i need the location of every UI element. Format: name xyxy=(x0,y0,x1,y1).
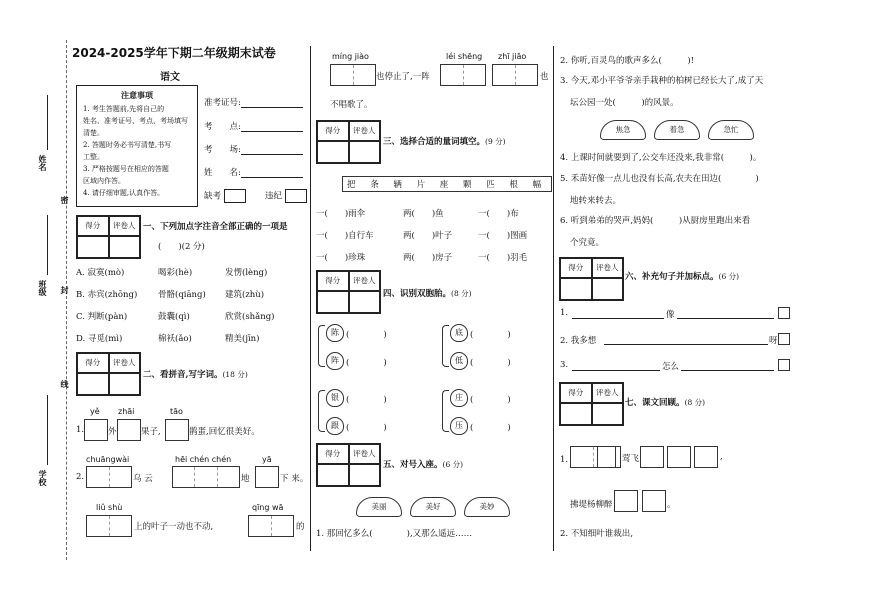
notice-line: 1. 考生答题前,先将自己的 xyxy=(83,105,165,113)
q7-text: 拂堤杨柳醉 xyxy=(570,500,613,510)
notice-line: 清楚。 xyxy=(83,129,104,137)
section-title-q5 xyxy=(383,458,463,470)
q5-sentence: 1. 那回忆多么( ),又那么遥远…… xyxy=(316,529,473,539)
notice-line: 区域内作答。 xyxy=(83,177,125,185)
notice-box xyxy=(76,85,198,207)
apple-icon: 银 xyxy=(326,389,344,407)
q5-sentence: 2. 你听,百灵鸟的歌声多么( )! xyxy=(560,56,695,66)
score-label: 得分 xyxy=(317,271,349,291)
q1-option: D. 寻觅(mì) xyxy=(76,334,123,344)
margin-school-label: 学校 xyxy=(38,470,48,486)
section-points: (8 分) xyxy=(684,398,706,407)
pair-brace xyxy=(318,325,325,367)
grader-label: 评卷人 xyxy=(109,353,141,373)
field-label: 姓 名: xyxy=(204,168,241,178)
q3-item: 一( )羽毛 xyxy=(478,253,528,263)
fan-word-card: 美妙 xyxy=(464,497,510,517)
q1-option: B. 赤宾(zhōng) xyxy=(76,290,138,300)
pinyin: zhī jiāo xyxy=(498,52,527,61)
q3-item: 两( )叶子 xyxy=(403,231,453,241)
score-label: 得分 xyxy=(560,258,592,278)
q2-text: 乌 云 xyxy=(133,474,153,484)
q1-option: 骨骼(qiāng) xyxy=(158,290,206,300)
writing-grid[interactable] xyxy=(640,446,664,468)
margin-class-label: 班级 xyxy=(38,280,48,296)
writing-grid[interactable] xyxy=(492,64,538,86)
notice-line: 工整。 xyxy=(83,153,104,161)
field-student-name[interactable] xyxy=(204,166,303,178)
notice-title: 注意事项 xyxy=(121,90,153,100)
pinyin: zhāi xyxy=(118,407,135,416)
section-title-q2 xyxy=(143,368,248,380)
writing-grid[interactable] xyxy=(86,515,132,537)
apple-icon: 跟 xyxy=(326,417,344,435)
margin-school-line xyxy=(47,395,48,465)
punctuation-box[interactable] xyxy=(778,307,790,319)
writing-grid[interactable] xyxy=(248,515,294,537)
grader-label: 评卷人 xyxy=(349,121,381,141)
field-label: 准考证号: xyxy=(204,98,241,108)
score-label: 得分 xyxy=(317,121,349,141)
q3-item: 两( )鱼 xyxy=(403,209,444,219)
section-title-text: 七、课文回顾。 xyxy=(625,398,685,408)
pinyin: qīng wā xyxy=(252,503,284,512)
grader-label: 评卷人 xyxy=(349,444,381,464)
pinyin: hēi chén chén xyxy=(175,455,232,464)
q7-text: 。 xyxy=(667,500,676,510)
field-violation[interactable] xyxy=(265,189,307,203)
q1-option: 喝彩(hè) xyxy=(158,268,193,278)
fan-word-card: 美丽 xyxy=(356,497,402,517)
writing-grid[interactable] xyxy=(165,419,189,441)
column-divider-1 xyxy=(310,46,311,551)
margin-class-line xyxy=(47,215,48,275)
section-title-text: 五、对号入座。 xyxy=(383,460,443,470)
q7-text: 莺飞 xyxy=(622,454,640,464)
field-absent[interactable] xyxy=(204,189,246,203)
writing-grid[interactable] xyxy=(255,466,279,488)
writing-grid[interactable] xyxy=(86,466,132,488)
score-box-q7 xyxy=(559,382,624,426)
section-points: (6 分) xyxy=(718,272,740,281)
q2-text: 下 来。 xyxy=(280,474,309,484)
fan-word-card: 美好 xyxy=(410,497,456,517)
pinyin: tāo xyxy=(170,407,183,416)
field-label: 考 场: xyxy=(204,145,241,155)
binding-line xyxy=(66,40,67,560)
q4-blank: ( ) xyxy=(470,395,511,405)
q2-text: 的 xyxy=(296,522,305,532)
fan-word-card: 着急 xyxy=(654,120,700,140)
q3-item: 一( )珍珠 xyxy=(316,253,366,263)
q6-text: 像 xyxy=(666,310,675,320)
q1-option: 鼓囊(qì) xyxy=(158,312,190,322)
pinyin: liǔ shù xyxy=(96,503,123,512)
exam-title: 2024-2025学年下期二年级期末试卷 xyxy=(72,46,276,60)
pinyin: léi shēng xyxy=(446,52,483,61)
writing-grid[interactable] xyxy=(117,419,141,441)
apple-icon: 庄 xyxy=(450,389,468,407)
section-points: (18 分) xyxy=(222,370,248,379)
q1-option: 发愣(lèng) xyxy=(225,268,268,278)
apple-icon: 底 xyxy=(450,324,468,342)
q2-text: 上的叶子一动也不动, xyxy=(134,522,214,532)
section-title-text: 四、识别双胞胎。 xyxy=(383,289,452,299)
q7-text: , xyxy=(720,452,723,462)
q1-option: 精美(jīn) xyxy=(225,334,260,344)
q6-text: 1. xyxy=(560,308,569,318)
grader-label: 评卷人 xyxy=(109,216,141,236)
q2-text: 果子, xyxy=(141,427,161,437)
violation-checkbox[interactable] xyxy=(285,189,307,203)
margin-xian: 线 xyxy=(60,380,70,388)
score-box-q5 xyxy=(316,443,381,487)
word-bank: 把 条 辆 片 座 颗 匹 根 幅 xyxy=(342,176,552,192)
col2-text: 也 xyxy=(540,72,549,82)
pinyin: míng jiào xyxy=(332,52,369,61)
margin-feng: 封 xyxy=(60,286,70,294)
q6-text: 怎么 xyxy=(662,362,680,372)
q1-option: C. 判断(pàn) xyxy=(76,312,128,322)
section-title-q1: 一、下列加点字注音全部正确的一项是 xyxy=(143,222,288,232)
field-exam-site[interactable] xyxy=(204,120,303,132)
q2-text: 地 xyxy=(241,474,250,484)
score-label: 得分 xyxy=(317,444,349,464)
writing-grid[interactable] xyxy=(694,446,718,468)
q1-option: 欣赏(shǎng) xyxy=(225,312,275,322)
fan-word-card: 焦急 xyxy=(600,120,646,140)
q2-text: 外 xyxy=(108,427,117,437)
writing-grid[interactable] xyxy=(667,446,691,468)
q3-item: 两( )房子 xyxy=(403,253,453,263)
pair-brace xyxy=(442,325,449,367)
q1-option: A. 寂寞(mò) xyxy=(76,268,125,278)
q5-sentence: 个究竟。 xyxy=(570,238,605,248)
section-title-text: 二、看拼音,写字词。 xyxy=(143,370,223,380)
q4-blank: ( ) xyxy=(346,358,387,368)
q3-item: 一( )图画 xyxy=(478,231,528,241)
field-exam-room[interactable] xyxy=(204,143,303,155)
q7-text: 2. 不知细叶谁裁出, xyxy=(560,529,634,539)
writing-grid[interactable] xyxy=(642,490,666,512)
q4-blank: ( ) xyxy=(346,395,387,405)
q5-sentence: 坛公园一处( )的风景。 xyxy=(570,98,679,108)
q3-item: 一( )自行车 xyxy=(316,231,374,241)
writing-grid[interactable] xyxy=(597,446,621,468)
apple-icon: 低 xyxy=(450,352,468,370)
margin-mi: 密 xyxy=(60,196,70,204)
pair-brace xyxy=(318,390,325,432)
notice-line: 2. 答题时务必书写清楚,书写 xyxy=(83,141,172,149)
section-title-q3 xyxy=(383,135,506,147)
q3-item: 一( )布 xyxy=(478,209,519,219)
apple-icon: 陈 xyxy=(326,324,344,342)
q1-option: 建筑(zhù) xyxy=(225,290,265,300)
q5-sentence: 地转来转去。 xyxy=(570,196,622,206)
q4-blank: ( ) xyxy=(470,423,511,433)
exam-subject: 语文 xyxy=(160,72,180,83)
pair-brace xyxy=(442,390,449,432)
fan-word-card: 急忙 xyxy=(708,120,754,140)
q6-text: 呀 xyxy=(769,336,778,346)
section-title-text: 三、选择合适的量词填空。 xyxy=(383,137,486,147)
q7-text: 1. xyxy=(560,455,569,465)
section-title-text: 六、补充句子并加标点。 xyxy=(625,272,719,282)
q5-sentence: 3. 今天,邓小平爷爷亲手栽种的柏树已经长大了,成了天 xyxy=(560,76,764,86)
score-box-q3 xyxy=(316,120,381,164)
grader-label: 评卷人 xyxy=(349,271,381,291)
q4-blank: ( ) xyxy=(470,358,511,368)
column-divider-2 xyxy=(553,46,554,551)
section-title-q7 xyxy=(625,396,705,408)
section-title-q4 xyxy=(383,287,472,299)
section-points: (9 分) xyxy=(485,137,506,146)
field-label: 考 点: xyxy=(204,122,241,132)
notice-line: 4. 请仔细审题,认真作答。 xyxy=(83,189,165,197)
q4-blank: ( ) xyxy=(346,423,387,433)
field-label: 缺考 xyxy=(204,191,222,202)
q1-answer: ( )(2 分) xyxy=(158,242,205,252)
grader-label: 评卷人 xyxy=(592,258,624,278)
col2-text: 不唱歌了。 xyxy=(330,100,373,110)
pinyin: yā xyxy=(262,455,272,464)
field-label: 违纪 xyxy=(265,191,283,202)
col2-text: 也停止了,一阵 xyxy=(376,72,430,82)
q5-sentence: 6. 听到弟弟的哭声,妈妈( )从厨房里跑出来看 xyxy=(560,216,751,226)
absent-checkbox[interactable] xyxy=(224,189,246,203)
pinyin: yě xyxy=(90,407,100,416)
writing-grid[interactable] xyxy=(172,466,240,488)
writing-grid[interactable] xyxy=(84,419,108,441)
score-box-q1 xyxy=(76,215,141,259)
q1-option: 棉袄(ǎo) xyxy=(158,334,192,344)
score-box-q2 xyxy=(76,352,141,396)
q3-item: 一( )雨伞 xyxy=(316,209,366,219)
q5-sentence: 4. 上课时间就要到了,公交车还没来,我非常( )。 xyxy=(560,153,762,163)
q2-text: 鹊蛋,回忆很美好。 xyxy=(189,427,260,437)
section-title-q6 xyxy=(625,270,739,282)
notice-line: 3. 严格按题号在相应的答题 xyxy=(83,165,169,173)
q2-text: 1. xyxy=(76,425,85,435)
score-label: 得分 xyxy=(77,216,109,236)
writing-grid[interactable] xyxy=(330,64,376,86)
apple-icon: 阵 xyxy=(326,352,344,370)
punctuation-box[interactable] xyxy=(778,333,790,345)
field-admission-number[interactable] xyxy=(204,96,303,108)
margin-name-label: 姓名 xyxy=(38,155,48,171)
q4-blank: ( ) xyxy=(470,330,511,340)
writing-grid[interactable] xyxy=(614,490,638,512)
answer-line[interactable] xyxy=(604,344,772,345)
q2-text: 2. xyxy=(76,472,85,482)
q6-text: 2. 我多想 xyxy=(560,336,597,346)
notice-line: 姓名、准考证号、考点、考场填写 xyxy=(83,117,188,125)
score-label: 得分 xyxy=(560,383,592,403)
writing-grid[interactable] xyxy=(440,64,486,86)
section-points: (6 分) xyxy=(442,460,464,469)
section-points: (8 分) xyxy=(451,289,472,298)
apple-icon: 压 xyxy=(450,417,468,435)
grader-label: 评卷人 xyxy=(592,383,624,403)
score-label: 得分 xyxy=(77,353,109,373)
q5-sentence: 5. 禾苗好像一点儿也没有长高,农夫在田边( ) xyxy=(560,174,759,184)
pinyin: chuāngwài xyxy=(86,455,130,464)
q6-text: 3. xyxy=(560,360,569,370)
score-box-q6 xyxy=(559,257,624,301)
score-box-q4 xyxy=(316,270,381,314)
margin-name-line xyxy=(47,95,48,150)
q4-blank: ( ) xyxy=(346,330,387,340)
punctuation-box[interactable] xyxy=(778,359,790,371)
